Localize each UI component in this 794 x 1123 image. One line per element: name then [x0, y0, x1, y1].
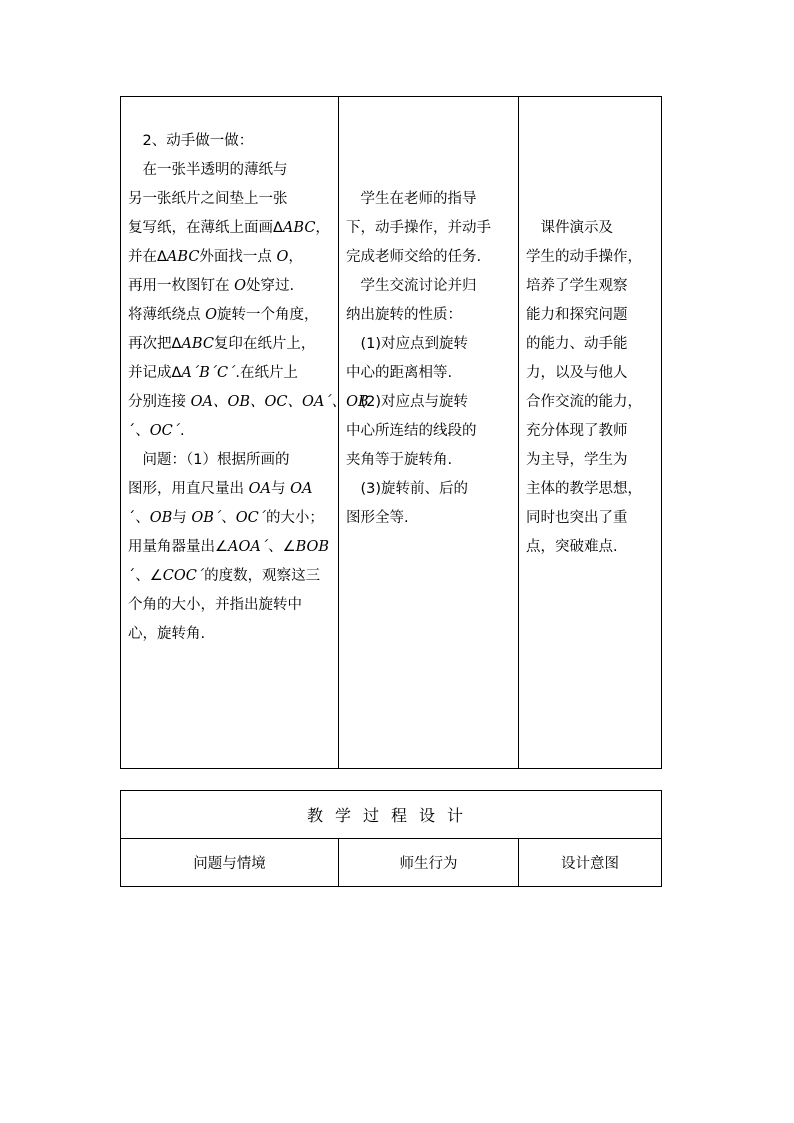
text-line: 主体的教学思想，	[526, 481, 642, 497]
text-line	[128, 185, 333, 214]
text-line: 力，以及与他人	[526, 365, 628, 381]
text-segment: 另一张纸片之间垫上一张	[128, 191, 288, 207]
text-segment: 并在Δ	[128, 249, 167, 265]
text-line: 图形全等.	[346, 510, 409, 526]
text-line	[128, 504, 333, 533]
text-segment: 的度数，观察这三	[204, 568, 321, 584]
math-expression: OB	[149, 510, 173, 526]
text-line	[128, 272, 333, 301]
text-segment: 与	[270, 481, 291, 497]
math-expression: BOB	[295, 539, 330, 555]
text-line: 点，突破难点.	[526, 539, 618, 555]
text-line	[128, 243, 333, 272]
text-line: 充分体现了教师	[526, 423, 628, 439]
math-expression: OA、OB、OC、OA´、OB	[190, 394, 369, 410]
text-line: 纳出旋转的性质：	[346, 307, 462, 323]
text-line: 学生在老师的指导	[346, 191, 477, 207]
math-expression: O	[276, 249, 289, 265]
math-expression: O	[234, 278, 246, 294]
text-line: 完成老师交给的任务.	[346, 249, 482, 265]
text-segment: 外面找一点	[199, 249, 277, 265]
math-expression: AOA´	[228, 539, 269, 555]
text-segment: 处穿过.	[246, 278, 295, 294]
text-line: 为主导，学生为	[526, 452, 628, 468]
text-segment: 复印在纸片上，	[213, 336, 316, 352]
text-line: 培养了学生观察	[526, 278, 628, 294]
header-design-intent: 设计意图	[561, 856, 619, 872]
teacher-student-behavior-text	[346, 185, 513, 533]
text-line	[128, 301, 333, 330]
math-expression: O	[205, 307, 217, 323]
text-line	[128, 562, 333, 591]
text-segment: .	[179, 423, 185, 439]
text-line	[128, 417, 333, 446]
design-intent-text	[526, 214, 656, 562]
text-line: 同时也突出了重	[526, 510, 628, 526]
text-line	[128, 591, 333, 620]
text-segment: 图形，用直尺量出	[128, 481, 249, 497]
text-segment: 的大小；	[265, 510, 324, 526]
text-segment: 2、动手做一做：	[128, 133, 254, 149]
text-segment: 、∠	[268, 539, 296, 555]
text-line	[128, 127, 333, 156]
text-line	[128, 533, 333, 562]
text-segment: ´、∠	[128, 568, 163, 584]
text-segment: 与	[172, 510, 192, 526]
math-expression: OB´	[191, 510, 222, 526]
text-line: (3)旋转前、后的	[346, 481, 469, 497]
text-line: 能力和探究问题	[526, 307, 628, 323]
problem-situation-cell	[121, 97, 369, 768]
text-line: 学生交流讨论并归	[346, 278, 477, 294]
text-segment: ，	[315, 220, 330, 236]
text-segment: 将薄纸绕点	[128, 307, 206, 323]
text-segment: 个角的大小，并指出旋转中	[128, 597, 302, 613]
text-segment: 并记成Δ	[128, 365, 182, 381]
math-expression: OA	[248, 481, 271, 497]
text-segment: 再次把Δ	[128, 336, 182, 352]
math-expression: OC´	[235, 510, 266, 526]
text-line: 下，动手操作，并动手	[346, 220, 491, 236]
math-expression: A´B´C´	[181, 365, 236, 381]
text-line	[128, 156, 333, 185]
text-segment: 问题：（1）根据所画的	[128, 452, 290, 468]
process-design-title: 教学过程设计	[121, 791, 661, 839]
text-line: 合作交流的能力，	[526, 394, 642, 410]
math-expression: OA	[290, 481, 313, 497]
text-line	[128, 446, 333, 475]
process-design-table	[120, 790, 662, 887]
text-line	[128, 475, 333, 504]
text-line: 课件演示及	[526, 220, 613, 236]
teacher-student-behavior-cell	[339, 97, 519, 768]
problem-situation-text	[128, 127, 369, 649]
text-segment: 、	[221, 510, 236, 526]
text-segment: 再用一枚图钉在	[128, 278, 235, 294]
text-segment: ´、	[128, 510, 150, 526]
text-segment: 心，旋转角.	[128, 626, 206, 642]
text-line: 中心的距离相等.	[346, 365, 453, 381]
text-line: (2)对应点与旋转	[346, 394, 469, 410]
text-line	[128, 388, 369, 417]
math-expression: COC´	[162, 568, 205, 584]
text-line	[128, 214, 333, 243]
math-expression: ABC	[181, 336, 214, 352]
text-segment: 用量角器量出∠	[128, 539, 228, 555]
activity-table	[120, 96, 662, 769]
text-segment: .在纸片上	[235, 365, 299, 381]
header-teacher-student-behavior: 师生行为	[339, 839, 519, 886]
text-line	[128, 620, 333, 649]
text-segment: ´、	[128, 423, 150, 439]
text-line: 中心所连结的线段的	[346, 423, 477, 439]
text-segment: 在一张半透明的薄纸与	[128, 162, 288, 178]
text-segment: 复写纸，在薄纸上面画Δ	[128, 220, 283, 236]
text-segment: ，	[288, 249, 303, 265]
text-line: (1)对应点到旋转	[346, 336, 469, 352]
math-expression: ABC	[166, 249, 200, 265]
text-line	[128, 359, 333, 388]
design-intent-cell	[519, 97, 661, 768]
text-line	[128, 330, 333, 359]
text-segment: 分别连接	[128, 394, 191, 410]
text-line: 的能力、动手能	[526, 336, 628, 352]
math-expression: ABC	[282, 220, 316, 236]
math-expression: OC´	[149, 423, 180, 439]
text-line: 夹角等于旋转角.	[346, 452, 453, 468]
header-problem-situation: 问题与情境	[121, 839, 339, 886]
text-segment: 旋转一个角度，	[217, 307, 319, 323]
text-line: 学生的动手操作，	[526, 249, 642, 265]
